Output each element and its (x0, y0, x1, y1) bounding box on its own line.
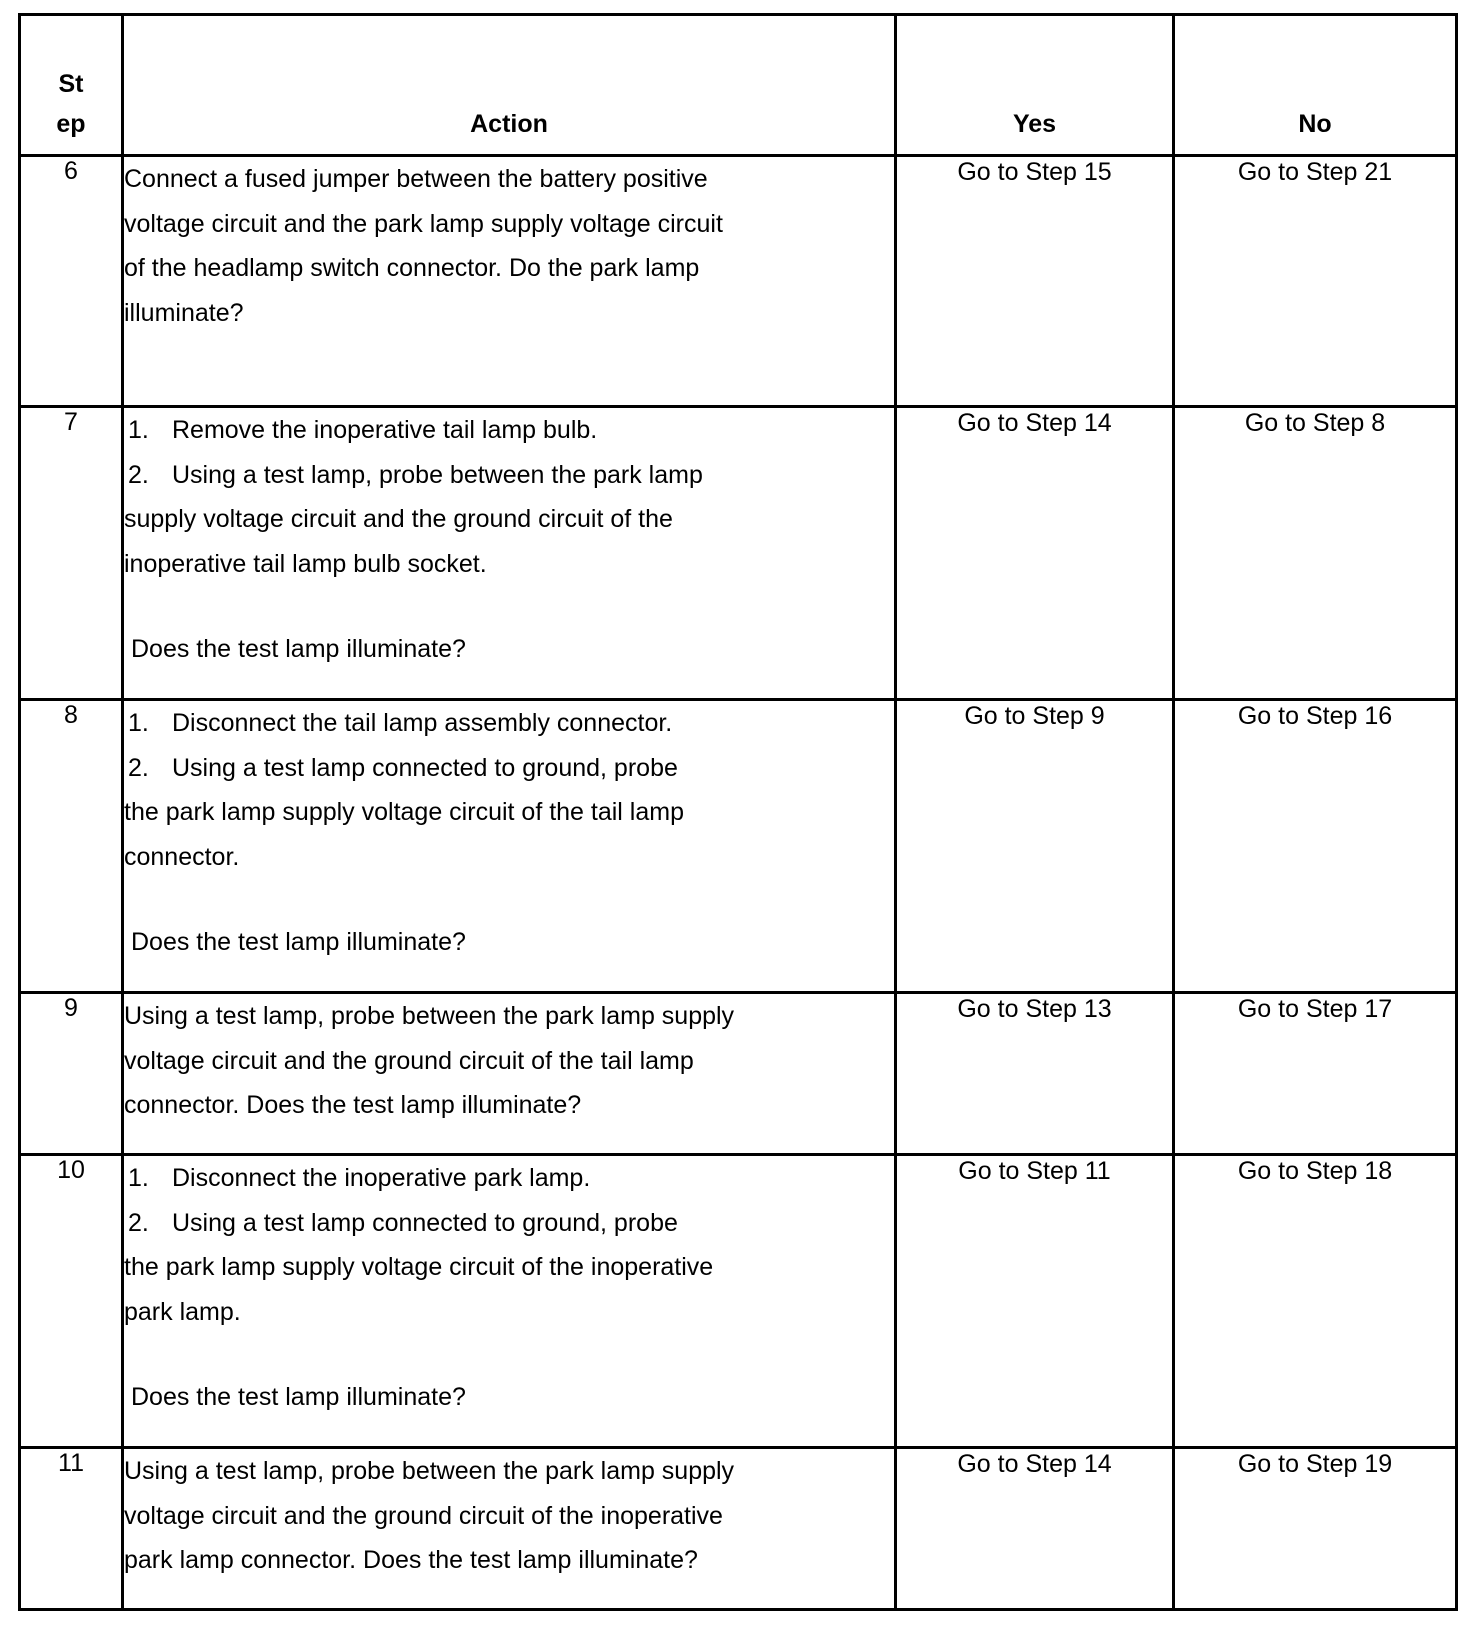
action-line: connector. (124, 842, 240, 871)
no-result: Go to Step 8 (1174, 407, 1457, 700)
no-result: Go to Step 21 (1174, 156, 1457, 407)
action-list-item (124, 1201, 894, 1246)
action-cell (123, 156, 896, 407)
list-text: Using a test lamp connected to ground, probe (172, 1208, 678, 1237)
action-line: voltage circuit and the ground circuit of the tail lamp (124, 1046, 694, 1075)
step-number: 9 (20, 993, 123, 1155)
table-row (20, 407, 1457, 700)
action-cell (123, 407, 896, 700)
table-row (20, 156, 1457, 407)
yes-result: Go to Step 11 (896, 1155, 1174, 1448)
header-action: Action (123, 15, 896, 156)
yes-result: Go to Step 15 (896, 156, 1174, 407)
table-row (20, 700, 1457, 993)
table-row (20, 993, 1457, 1155)
action-list-item (124, 408, 894, 453)
action-line: inoperative tail lamp bulb socket. (124, 549, 487, 578)
table-header-row (20, 15, 1457, 156)
action-cell (123, 700, 896, 993)
action-list-item (124, 453, 894, 498)
list-text: Disconnect the inoperative park lamp. (172, 1164, 591, 1192)
list-text: Using a test lamp connected to ground, probe (172, 753, 678, 782)
step-number: 10 (20, 1155, 123, 1448)
no-result: Go to Step 19 (1174, 1448, 1457, 1610)
list-number: 1. (128, 709, 149, 737)
action-line: illuminate? (124, 298, 244, 327)
spacer (124, 1334, 894, 1375)
diagnostic-table (18, 13, 1458, 1611)
action-list-item (124, 701, 894, 746)
list-text: Remove the inoperative tail lamp bulb. (172, 416, 598, 444)
action-line: supply voltage circuit and the ground circuit of the (124, 505, 673, 533)
yes-result: Go to Step 14 (896, 407, 1174, 700)
header-step-line2: ep (56, 110, 86, 138)
yes-result: Go to Step 9 (896, 700, 1174, 993)
yes-result: Go to Step 14 (896, 1448, 1174, 1610)
list-number: 2. (128, 753, 149, 782)
action-line: voltage circuit and the park lamp supply voltage circuit (124, 209, 723, 238)
action-line: voltage circuit and the ground circuit of the inoperative (124, 1501, 723, 1530)
no-result: Go to Step 17 (1174, 993, 1457, 1155)
no-result: Go to Step 16 (1174, 700, 1457, 993)
action-question: Does the test lamp illuminate? (131, 928, 466, 956)
list-text: Using a test lamp, probe between the park lamp (172, 460, 703, 489)
header-step-line1: St (58, 70, 84, 98)
action-line: of the headlamp switch connector. Do the park lamp (124, 254, 700, 282)
action-question: Does the test lamp illuminate? (131, 635, 466, 663)
action-list-item (124, 746, 894, 791)
action-cell (123, 1155, 896, 1448)
action-question: Does the test lamp illuminate? (131, 1383, 466, 1411)
action-line: Using a test lamp, probe between the park lamp supply (124, 1457, 735, 1485)
action-line: park lamp. (124, 1297, 241, 1326)
list-number: 2. (128, 1208, 149, 1237)
step-number: 7 (20, 407, 123, 700)
action-line: Connect a fused jumper between the battery positive (124, 165, 708, 193)
table-row (20, 1155, 1457, 1448)
diagnostic-page (18, 13, 1458, 1611)
action-line: the park lamp supply voltage circuit of the tail lamp (124, 798, 684, 826)
list-number: 1. (128, 416, 149, 444)
step-number: 8 (20, 700, 123, 993)
header-no: No (1174, 15, 1457, 156)
yes-result: Go to Step 13 (896, 993, 1174, 1155)
spacer (124, 586, 894, 627)
step-number: 11 (20, 1448, 123, 1610)
action-cell (123, 1448, 896, 1610)
step-number: 6 (20, 156, 123, 407)
action-line: connector. Does the test lamp illuminate? (124, 1091, 582, 1119)
list-number: 2. (128, 460, 149, 489)
table-row (20, 1448, 1457, 1610)
action-list-item (124, 1156, 894, 1201)
no-result: Go to Step 18 (1174, 1155, 1457, 1448)
action-cell (123, 993, 896, 1155)
header-yes: Yes (896, 15, 1174, 156)
list-number: 1. (128, 1164, 149, 1192)
action-line: the park lamp supply voltage circuit of the inoperative (124, 1253, 714, 1281)
header-step (20, 15, 123, 156)
list-text: Disconnect the tail lamp assembly connector. (172, 709, 673, 737)
spacer (124, 879, 894, 920)
action-line: Using a test lamp, probe between the park lamp supply (124, 1002, 735, 1030)
action-line: park lamp connector. Does the test lamp illuminate? (124, 1546, 698, 1574)
